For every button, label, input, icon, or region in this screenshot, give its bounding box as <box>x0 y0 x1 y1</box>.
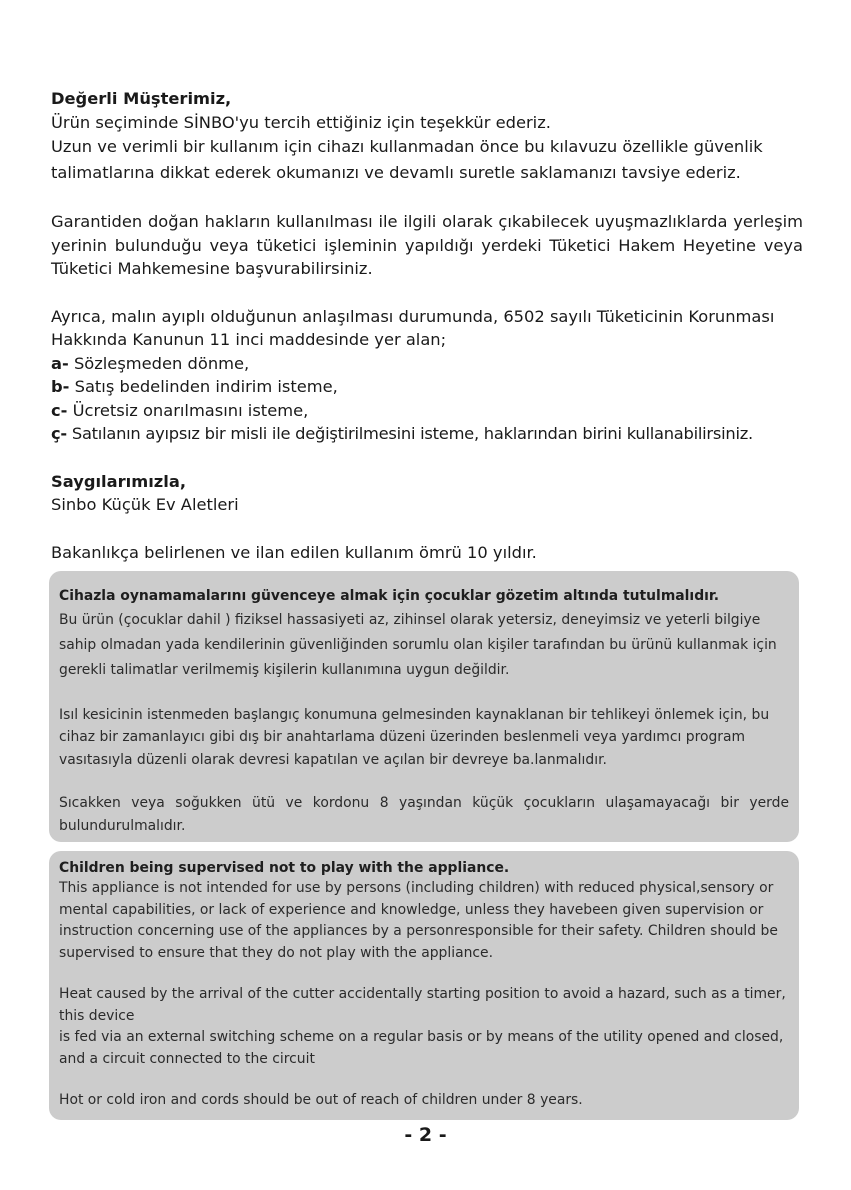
warning-heading: Children being supervised not to play with the appliance. <box>59 860 510 876</box>
option-item <box>51 422 803 446</box>
warning-box-english <box>49 851 799 1120</box>
option-item <box>51 375 803 399</box>
warning-paragraph: Hot or cold iron and cords should be out of reach of children under 8 years. <box>59 1092 583 1108</box>
warning-paragraph: Isıl kesicinin istenmeden başlangıç konumuna gelmesinden kaynaklanan bir tehlikeyi önlemek için, bu cihaz bir zamanlayıcı gibi dış bir anahtarlama düzeni üzerinden beslenmeli veya yardımcı program vasıtasıyla düzenli olarak devresi kapatılan ve açılan bir devreye ba.lanmalıdır. <box>59 706 770 768</box>
salutation: Değerli Müşterimiz, <box>51 89 232 108</box>
option-item <box>51 352 803 376</box>
warning-paragraph: Heat caused by the arrival of the cutter accidentally starting position to avoid a hazard, such as a timer, this device <box>59 986 786 1024</box>
option-marker: b- <box>51 377 70 396</box>
option-text: Satış bedelinden indirim isteme, <box>74 377 338 396</box>
defect-paragraph: Ayrıca, malın ayıplı olduğunun anlaşılması durumunda, 6502 sayılı Tüketicinin Korunması Hakkında Kanunun 11 inci maddesinde yer alan; <box>51 306 775 349</box>
warning-paragraph: Sıcakken veya soğukken ütü ve kordonu 8 yaşından küçük çocukların ulaşamayacağı bir yerde bulundurulmalıdır. <box>59 795 789 834</box>
warning-paragraph: Bu ürün (çocuklar dahil ) fiziksel hassasiyeti az, zihinsel olarak yetersiz, deneyimsiz ve yeterli bilgiye sahip olmadan yada kendilerinin güvenliğinden sorumlu olan kişiler tarafından bu ürünü kullanmak için gerekli talimatlar verilmemiş kişilerin kullanımına uygun değildir. <box>59 611 777 678</box>
warning-paragraph: This appliance is not intended for use by persons (including children) with reduced physical,sensory or mental capabilities, or lack of experience and knowledge, unless they havebeen given supervision or instruction concerning use of the appliances by a personresponsible for their safety. Children should be supervised to ensure that they do not play with the appliance. <box>59 880 778 961</box>
option-item <box>51 399 803 423</box>
option-text: Sözleşmeden dönme, <box>73 353 250 373</box>
warranty-paragraph: Garantiden doğan hakların kullanılması ile ilgili olarak çıkabilecek uyuşmazlıklarda yerleşim yerinin bulunduğu veya tüketici işleminin yapıldığı yerdeki Tüketici Hakem Heyetine veya Tüketici Mahkemesine başvurabilirsiniz. <box>51 212 803 278</box>
warning-paragraph: is fed via an external switching scheme on a regular basis or by means of the utility opened and closed, and a circuit connected to the circuit <box>59 1029 784 1067</box>
intro-line-1: Ürün seçiminde SİNBO'yu tercih ettiğiniz için teşekkür ederiz. <box>51 112 551 132</box>
option-marker: ç- <box>51 424 67 443</box>
page-number: - 2 - <box>404 1124 447 1146</box>
warning-box-turkish <box>49 571 799 842</box>
regards: Saygılarımızla, <box>51 471 187 491</box>
option-text: Ücretsiz onarılmasını isteme, <box>72 400 309 420</box>
warning-heading: Cihazla oynamamalarını güvenceye almak için çocuklar gözetim altında tutulmalıdır. <box>59 588 720 604</box>
option-text: Satılanın ayıpsız bir misli ile değiştirilmesini isteme, haklarından birini kullanabilirsiniz. <box>71 424 753 443</box>
company-name: Sinbo Küçük Ev Aletleri <box>51 495 239 514</box>
main-text <box>51 87 803 564</box>
intro-line-2: Uzun ve verimli bir kullanım için cihazı kullanmadan önce bu kılavuzu özellikle güvenlik talimatlarına dikkat ederek okumanızı ve devamlı suretle saklamanızı tavsiye ederiz. <box>51 137 763 182</box>
option-marker: c- <box>51 400 68 420</box>
option-marker: a- <box>51 353 69 373</box>
lifetime-statement: Bakanlıkça belirlenen ve ilan edilen kullanım ömrü 10 yıldır. <box>51 542 537 562</box>
